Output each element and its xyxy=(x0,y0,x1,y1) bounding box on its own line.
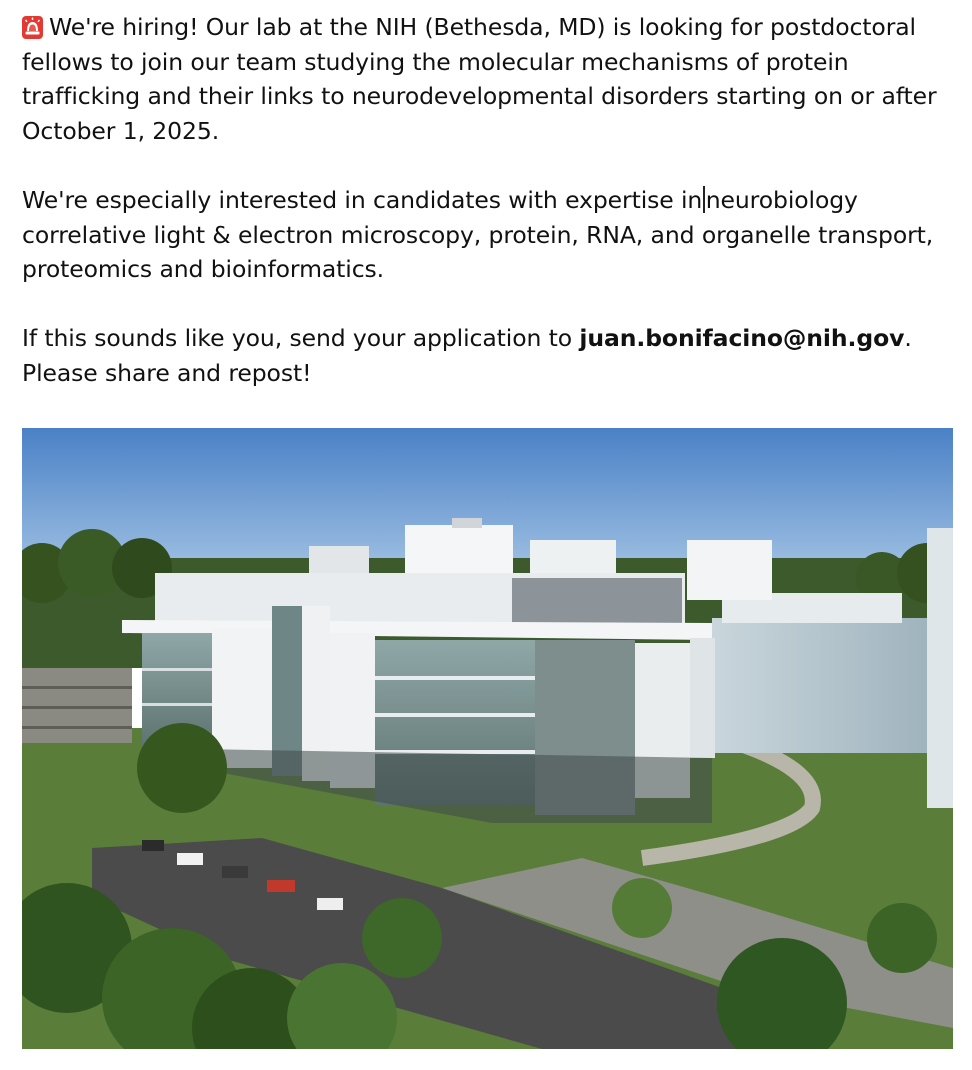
parking-garage xyxy=(22,668,132,743)
rotating-light-icon xyxy=(22,14,43,37)
building-photo[interactable] xyxy=(22,428,953,1049)
paragraph3-text-after: . Please share and repost! xyxy=(22,324,912,387)
email-address[interactable]: juan.bonifacino@nih.gov xyxy=(579,324,905,353)
paragraph1-text: We're hiring! Our lab at the NIH (Bethesda, MD) is looking for postdoctoral fellows to join our team studying the molecular mechanisms of protein trafficking and their links to neurodevelopmental disorders starting on or after October 1, 2025. xyxy=(22,13,937,145)
post-text xyxy=(22,10,967,391)
paragraph3-text-before: If this sounds like you, send your application to xyxy=(22,324,580,353)
post-paragraph-hiring xyxy=(22,10,967,148)
text-cursor xyxy=(703,186,705,213)
paragraph2-text-before: We're especially interested in candidates with expertise in xyxy=(22,185,703,214)
post-paragraph-expertise xyxy=(22,183,967,287)
post-paragraph-contact xyxy=(22,321,967,390)
paragraph2-text-after: neurobiology correlative light & electron microscopy, protein, RNA, and organelle transport, proteomics and bioinformatics. xyxy=(22,185,934,284)
